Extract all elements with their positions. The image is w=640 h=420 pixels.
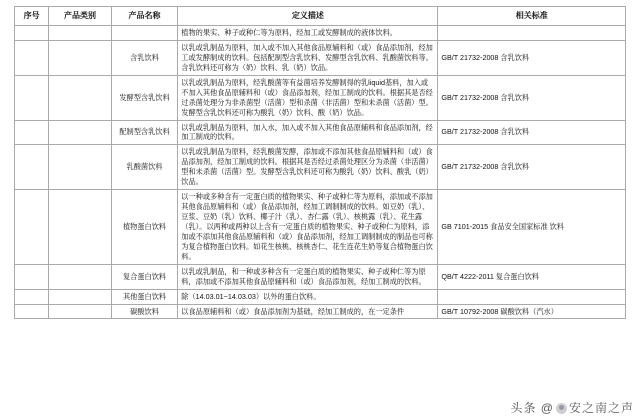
cell-definition: 以乳或乳制品为原料，加入水，加入或不加入其他食品原辅料和食品添加剂，经加工制成的饮料。 xyxy=(178,120,438,145)
cell-category xyxy=(49,26,112,41)
cell-standard: GB/T 21732-2008 含乳饮料 xyxy=(438,120,626,145)
cell-category xyxy=(49,120,112,145)
cell-no xyxy=(15,120,49,145)
product-definition-table xyxy=(14,6,626,319)
table-row xyxy=(15,304,626,319)
cell-standard xyxy=(438,289,626,304)
watermark-text-left: 头条 @ xyxy=(510,401,554,415)
cell-no xyxy=(15,75,49,120)
cell-product-name: 乳酸菌饮料 xyxy=(111,145,178,190)
cell-product-name: 含乳饮料 xyxy=(111,40,178,75)
cell-category xyxy=(49,190,112,265)
cell-no xyxy=(15,190,49,265)
watermark-text-right: 安之南之声 xyxy=(568,401,634,415)
col-header-category: 产品类别 xyxy=(49,7,112,26)
table-row xyxy=(15,26,626,41)
table-head xyxy=(15,7,626,26)
cell-product-name xyxy=(111,26,178,41)
table-row xyxy=(15,120,626,145)
table-header-row xyxy=(15,7,626,26)
cell-definition: 以乳或乳制品为原料，加入或不加入其他食品原辅料和（或）食品添加剂，经加工或发酵制成的饮料。包括配制型含乳饮料、发酵型含乳饮料、乳酸菌饮料等。含乳饮料还可称为（奶）饮料、乳（奶）饮品。 xyxy=(178,40,438,75)
cell-definition: 以一种或多种含有一定蛋白质的植物果实、种子或种仁等为原料，添加或不添加其他食品原辅料和（或）食品添加剂，经加工调制制成的饮料。如豆奶（乳）、豆浆、豆奶（乳）饮料、椰子汁（乳）、杏仁露（乳）、核桃露（乳）、花生露（乳）。以两种或两种以上含有一定蛋白质的植物果实、种子或种仁为原料，添加或不添加其他食品原辅料和（或）食品添加剂，经加工调制制成的制品也可称为复合植物蛋白饮料。如花生核桃、核桃杏仁、花生连花生奶等复合植物蛋白饮料。 xyxy=(178,190,438,265)
cell-definition: 以乳或乳制品为原料，经乳酸菌等有益菌培养发酵制得的乳liquid基料，加入或不加入其他食品原辅料和（或）食品添加剂，经加工制成的饮料。根据其是否经过杀菌处理分为非杀菌型（活菌）型和杀菌（非活菌）型和未杀菌（活菌）型。发酵型含乳饮料还可称为酸乳（奶）饮料、酸（奶）饮品。 xyxy=(178,75,438,120)
cell-definition: 以乳或乳制品为原料，经乳酸菌发酵，添加或不添加其他食品原辅料和（或）食品添加剂，经加工制成的饮料。根据其是否经过杀菌处理区分为杀菌（非活菌）型和未杀菌（活菌）型。发酵型含乳饮料还可称为酸乳（奶）饮料、酸乳（奶）饮品。 xyxy=(178,145,438,190)
cell-no xyxy=(15,264,49,289)
col-header-no: 序号 xyxy=(15,7,49,26)
col-header-definition: 定义描述 xyxy=(178,7,438,26)
cell-product-name: 配制型含乳饮料 xyxy=(111,120,178,145)
cell-no xyxy=(15,26,49,41)
table-row xyxy=(15,264,626,289)
table-row xyxy=(15,145,626,190)
table-row xyxy=(15,190,626,265)
cell-no xyxy=(15,40,49,75)
cell-definition: 除（14.03.01~14.03.03）以外的蛋白饮料。 xyxy=(178,289,438,304)
cell-product-name: 发酵型含乳饮料 xyxy=(111,75,178,120)
table-row xyxy=(15,75,626,120)
cell-definition: 以食品原辅料和（或）食品添加剂为基础，经加工制成的，在一定条件 xyxy=(178,304,438,319)
table-row xyxy=(15,289,626,304)
watermark xyxy=(510,399,634,416)
cell-category xyxy=(49,75,112,120)
app-logo-icon xyxy=(556,403,567,414)
cell-no xyxy=(15,289,49,304)
cell-category xyxy=(49,304,112,319)
cell-standard xyxy=(438,26,626,41)
cell-product-name: 复合蛋白饮料 xyxy=(111,264,178,289)
cell-category xyxy=(49,145,112,190)
cell-standard: QB/T 4222-2011 复合蛋白饮料 xyxy=(438,264,626,289)
cell-product-name: 其他蛋白饮料 xyxy=(111,289,178,304)
cell-category xyxy=(49,289,112,304)
cell-standard: GB 7101-2015 食品安全国家标准 饮料 xyxy=(438,190,626,265)
cell-definition: 植物的果实、种子或种仁等为原料，经加工或发酵制成的液体饮料。 xyxy=(178,26,438,41)
cell-category xyxy=(49,264,112,289)
cell-standard: GB/T 21732-2008 含乳饮料 xyxy=(438,145,626,190)
cell-no xyxy=(15,304,49,319)
cell-no xyxy=(15,145,49,190)
cell-definition: 以乳或乳制品，和一种或多种含有一定蛋白质的植物果实、种子或种仁等为原料，添加或不添加其他食品原辅料和（或）食品添加剂，经加工制成的饮料。 xyxy=(178,264,438,289)
table-body xyxy=(15,26,626,319)
cell-product-name: 碳酸饮料 xyxy=(111,304,178,319)
cell-category xyxy=(49,40,112,75)
col-header-standard: 相关标准 xyxy=(438,7,626,26)
document-page xyxy=(0,6,640,420)
cell-product-name: 植物蛋白饮料 xyxy=(111,190,178,265)
table-row xyxy=(15,40,626,75)
col-header-product-name: 产品名称 xyxy=(111,7,178,26)
cell-standard: GB/T 21732-2008 含乳饮料 xyxy=(438,75,626,120)
cell-standard: GB/T 10792-2008 碳酸饮料（汽水） xyxy=(438,304,626,319)
cell-standard: GB/T 21732-2008 含乳饮料 xyxy=(438,40,626,75)
